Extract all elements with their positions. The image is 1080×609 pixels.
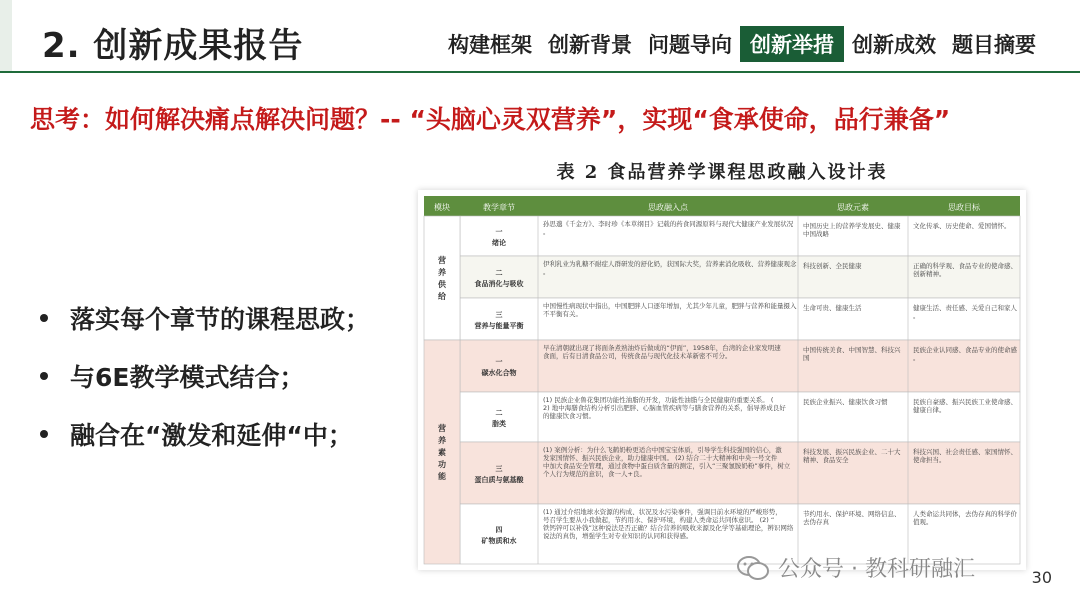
table-cell-chapter-num: 一	[495, 228, 503, 236]
table-cell-element: 科技创新、全民健康	[803, 262, 862, 270]
table-module-label: 功	[438, 460, 446, 469]
bullet-list	[40, 300, 370, 474]
table-module-label: 营	[438, 424, 446, 433]
table-cell-chapter: 食品消化与吸收	[474, 280, 524, 288]
table-cell-point: 2) 地中海膳食结构分析引出肥胖、心脑血管疾病等与膳食营养的关系，倡导养成良好	[543, 404, 786, 412]
table-header-cell: 思政目标	[948, 203, 980, 212]
table-cell-goal: 民族自豪感、振兴民族工业使命感、	[913, 398, 1017, 406]
table-cell-point: 伊利乳业为乳糖不耐症人群研发的舒化奶，获国际大奖，营养素消化吸收、营养健康观念	[543, 260, 797, 268]
table-cell-goal: 正确的科学观、食品专业的使命感、	[913, 262, 1017, 270]
table-header-cell: 思政元素	[837, 203, 869, 212]
table-cell-point: 中国慢性病现状中指出，中国肥胖人口逐年增加，尤其少年儿童，肥胖与营养和能量摄入	[543, 302, 797, 310]
page-title: 2. 创新成果报告	[42, 26, 304, 66]
table-cell-point: 发家国情怀、振兴民族企业，助力健康中国。 (2) 结合二十大精神和中央一号文件	[543, 454, 778, 462]
table-cell-chapter-num: 三	[495, 311, 503, 319]
table-cell-goal: 创新精神。	[913, 270, 946, 278]
nav-item-background[interactable]: 创新背景	[548, 33, 632, 57]
table-cell-goal: 文化传承、历史使命、爱国情怀。	[913, 222, 1011, 230]
table-cell-chapter: 矿物质和水	[481, 537, 517, 545]
nav-item-framework[interactable]: 构建框架	[448, 33, 532, 57]
table-cell-chapter: 蛋白质与氨基酸	[474, 476, 524, 484]
table-cell-point: 不平衡有关。	[543, 310, 582, 318]
table-cell-goal: 值观。	[913, 518, 933, 526]
table-cell-point: (1) 通过介绍地球水资源的构成、状况及水污染事件，强调目前水环境的严峻形势，	[543, 508, 782, 516]
table-cell-element: 中国传统美食、中国智慧、科技兴	[803, 346, 901, 354]
table-module-label: 养	[438, 268, 446, 277]
table-cell-point: (1) 民族企业鲁花集团功能性油脂的开发，功能性油脂与全民健康的重要关系。 (	[543, 396, 774, 404]
watermark: 公众号 · 教科研融汇	[736, 552, 975, 583]
header-accent	[0, 0, 12, 71]
table-cell-chapter-num: 四	[495, 526, 503, 534]
table-cell-goal: 科技兴国、社会责任感、家国情怀、	[913, 448, 1017, 456]
table-cell-chapter-num: 二	[495, 269, 503, 277]
table-cell-element: 生命可贵、健康生活	[803, 304, 862, 312]
header-divider	[0, 71, 1080, 73]
table-cell-goal: 。	[913, 312, 920, 320]
table-cell-element: 中国战略	[803, 230, 829, 238]
table-cell-element: 精神、食品安全	[803, 456, 849, 464]
table-cell-element: 科技发展、振兴民族企业、二十大	[803, 448, 901, 456]
table-header-cell: 模块	[434, 203, 450, 212]
table-cell-goal: 人类命运共同体，去伪存真的科学价	[913, 510, 1017, 518]
page-number: 30	[1031, 568, 1052, 587]
table-cell-element: 节约用水、保护环境、网络信息、	[803, 510, 901, 518]
table-cell-chapter-num: 二	[495, 409, 503, 417]
table-header-cell: 思政融入点	[648, 203, 688, 212]
table-cell-point: 早在清朝就出现了将面条煮熟油炸后做成的“伊面”，1958年，台湾的企业家发明速	[543, 344, 781, 352]
bullet-dot-icon	[40, 372, 48, 380]
table-cell-point: 。	[543, 228, 550, 236]
table-caption: 表 2 食品营养学课程思政融入设计表	[556, 162, 888, 183]
bullet-item: 落实每个章节的课程思政；	[40, 300, 370, 336]
table-cell-element: 民族企业振兴、健康饮食习惯	[803, 398, 888, 406]
table-cell-element: 中国历史上的营养学发展史、健康	[803, 222, 901, 230]
bullet-item: 融合在“激发和延伸“中；	[40, 416, 370, 452]
table-cell-goal: 使命担当。	[913, 456, 946, 464]
wechat-icon	[736, 555, 770, 581]
table-cell-point: 中加大食品安全管理，通过食物中蛋白质含量的测定，引入“三聚氰胺奶粉”事件，树立	[543, 462, 791, 470]
table-module-label: 素	[438, 448, 446, 457]
table-cell-point: 号召学生要从小我做起，节约用水、保护环境，构建人类命运共同体意识。 (2) “	[543, 516, 775, 524]
bullet-dot-icon	[40, 430, 48, 438]
nav-item-measures[interactable]: 创新举措	[740, 26, 844, 62]
table-cell-element: 国	[803, 354, 810, 362]
table-module-label: 能	[438, 472, 446, 481]
table-cell-goal: 。	[913, 354, 920, 362]
table-cell-chapter: 营养与能量平衡	[474, 322, 524, 330]
table-cell-chapter-num: 三	[495, 465, 503, 473]
table-cell-chapter: 碳水化合物	[481, 369, 517, 377]
nav-item-abstract[interactable]: 题目摘要	[952, 33, 1036, 57]
table-cell-point: 说法的真伪，增强学生对专业知识的认同和获得感。	[543, 532, 693, 540]
table-module-label: 给	[438, 292, 446, 301]
table-cell-point: 的健康饮食习惯。	[543, 412, 595, 420]
table-module-label: 供	[438, 280, 446, 289]
headline: 思考：如何解决痛点解决问题？-- “头脑心灵双营养”，实现“食承使命，品行兼备”	[30, 105, 951, 134]
table-cell-goal: 民族企业认同感、食品专业的使命感	[913, 346, 1017, 354]
table-cell-goal: 健康自律。	[913, 406, 946, 414]
table-module-label: 养	[438, 436, 446, 445]
table-module-label: 营	[438, 256, 446, 265]
table-cell-point: 食面，后有日清食品公司，传统食品与现代化技术革新密不可分。	[543, 352, 732, 360]
bullet-dot-icon	[40, 314, 48, 322]
design-table	[418, 190, 1026, 570]
table-cell-point: (1) 案例分析：为什么飞鹤奶粉更适合中国宝宝体质，引导学生科技强国的信心，激	[543, 446, 782, 454]
nav-item-problem[interactable]: 问题导向	[648, 33, 732, 57]
design-table-image	[418, 190, 1026, 570]
nav-item-results[interactable]: 创新成效	[852, 33, 936, 57]
table-cell-goal: 健康生活、责任感、关爱自己和家人	[913, 304, 1017, 312]
table-cell-point: 。	[543, 268, 550, 276]
table-header-cell: 教学章节	[483, 203, 515, 212]
table-cell-point: 孙思邈《千金方》、李时珍《本草纲目》记载的药食同源原料与现代大健康产业发展状况	[543, 220, 794, 228]
table-cell-chapter-num: 一	[495, 358, 503, 366]
table-cell-point: 铁钙锌可以补钱”这种说法是否正确？结合营养的吸收来源及化学等基础理论，辨识网络	[543, 524, 794, 532]
table-cell-point: 个人行为规范的意识，食一人+良。	[543, 470, 646, 478]
section-nav	[440, 26, 1044, 62]
table-cell-chapter: 脂类	[492, 420, 506, 428]
table-module-cell	[424, 216, 460, 340]
table-cell-chapter: 绪论	[492, 239, 506, 247]
bullet-item: 与6E教学模式结合；	[40, 358, 370, 394]
table-cell-element: 去伪存真	[803, 518, 829, 526]
